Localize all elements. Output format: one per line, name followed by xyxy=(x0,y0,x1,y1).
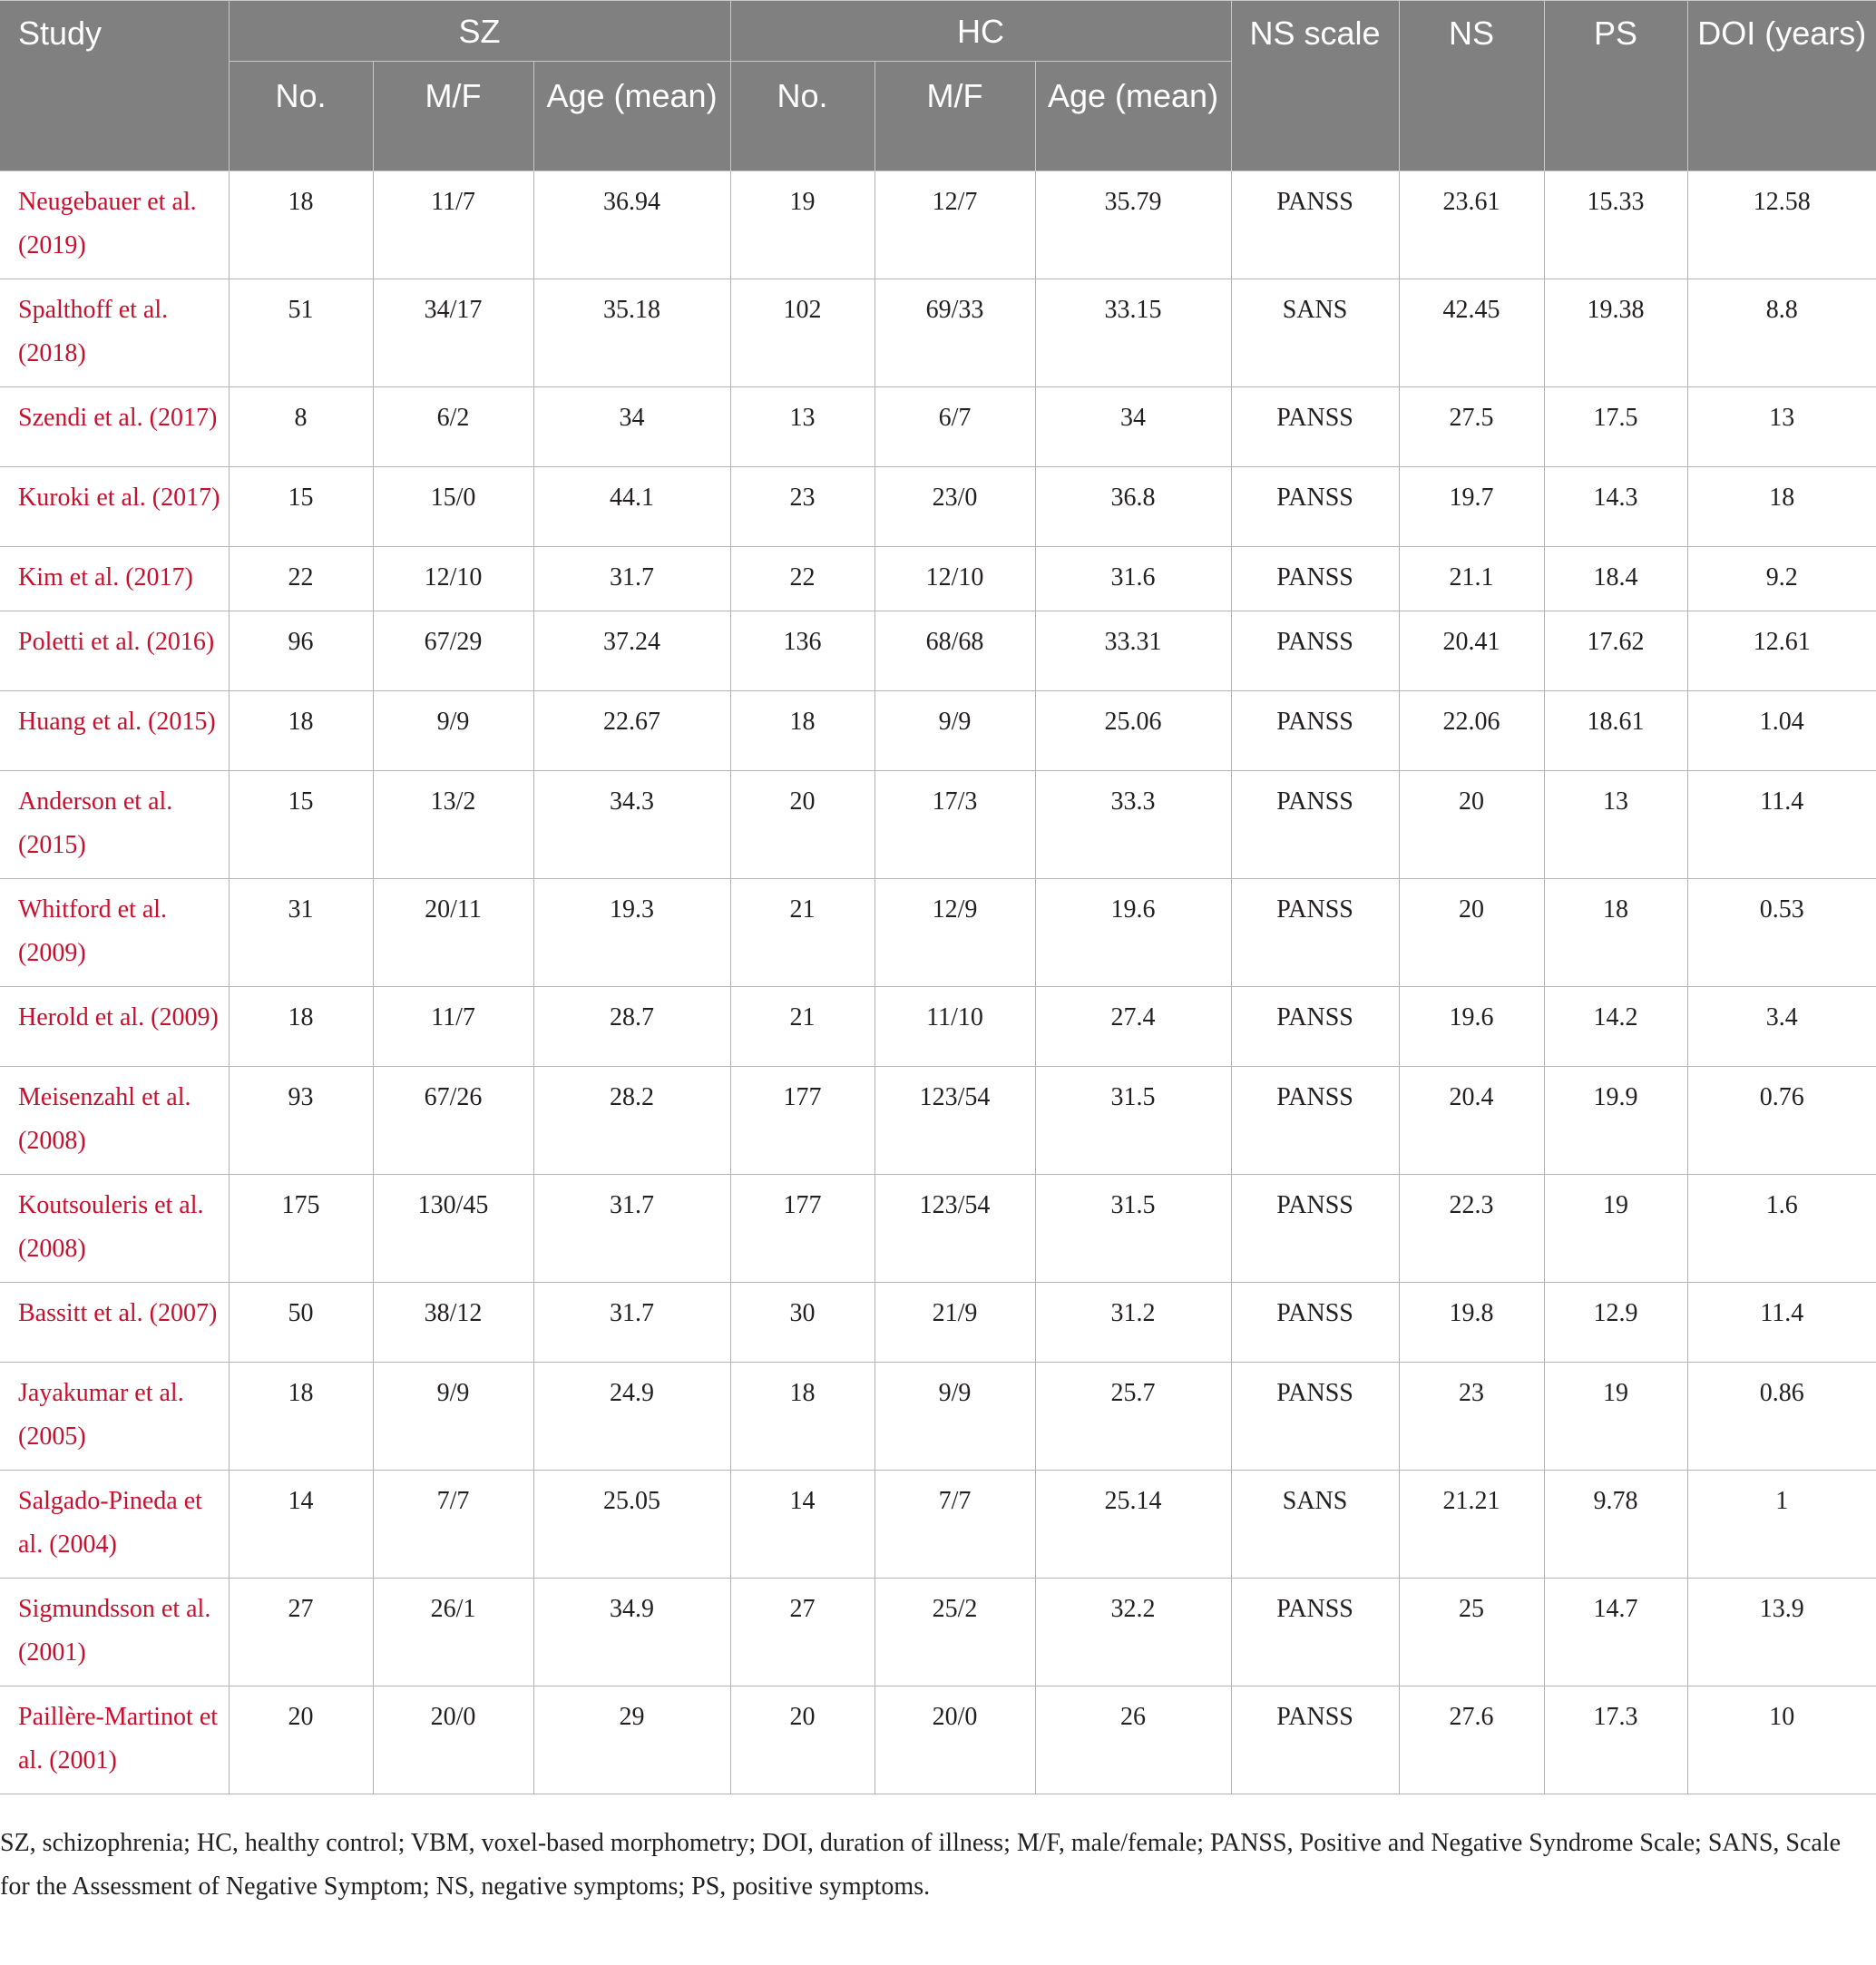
ps-cell: 12.9 xyxy=(1544,1283,1687,1363)
ps-cell: 15.33 xyxy=(1544,171,1687,279)
hc-mf-cell: 23/0 xyxy=(874,467,1035,547)
hc-mf-cell: 9/9 xyxy=(874,1363,1035,1471)
sz-mf-cell: 34/17 xyxy=(373,279,533,387)
doi-cell: 0.76 xyxy=(1687,1067,1876,1175)
table-row xyxy=(0,771,1876,879)
table-row xyxy=(0,467,1876,547)
hc-mf-cell: 11/10 xyxy=(874,987,1035,1067)
sz-no-cell: 93 xyxy=(229,1067,373,1175)
hc-no-cell: 21 xyxy=(730,879,874,987)
ns-scale-cell: PANSS xyxy=(1231,387,1399,467)
ns-cell: 23 xyxy=(1399,1363,1544,1471)
ns-cell: 20 xyxy=(1399,771,1544,879)
ns-cell: 22.06 xyxy=(1399,691,1544,771)
hc-no-cell: 23 xyxy=(730,467,874,547)
sz-group-header: SZ xyxy=(229,1,730,62)
hc-age-header: Age (mean) xyxy=(1035,62,1231,171)
ns-cell: 27.5 xyxy=(1399,387,1544,467)
hc-age-cell: 33.31 xyxy=(1035,611,1231,691)
sz-no-cell: 15 xyxy=(229,771,373,879)
hc-age-cell: 31.5 xyxy=(1035,1175,1231,1283)
hc-mf-cell: 9/9 xyxy=(874,691,1035,771)
study-name: Bassitt et al. (2007) xyxy=(0,1283,229,1363)
ns-cell: 42.45 xyxy=(1399,279,1544,387)
ns-cell: 20.41 xyxy=(1399,611,1544,691)
ps-cell: 14.3 xyxy=(1544,467,1687,547)
sz-mf-header: M/F xyxy=(373,62,533,171)
sz-mf-cell: 20/0 xyxy=(373,1686,533,1794)
ps-cell: 18.61 xyxy=(1544,691,1687,771)
hc-mf-cell: 21/9 xyxy=(874,1283,1035,1363)
hc-mf-cell: 68/68 xyxy=(874,611,1035,691)
hc-mf-cell: 123/54 xyxy=(874,1175,1035,1283)
hc-mf-cell: 12/7 xyxy=(874,171,1035,279)
sz-mf-cell: 11/7 xyxy=(373,171,533,279)
ns-cell: 19.7 xyxy=(1399,467,1544,547)
sz-mf-cell: 11/7 xyxy=(373,987,533,1067)
sz-mf-cell: 20/11 xyxy=(373,879,533,987)
doi-cell: 0.86 xyxy=(1687,1363,1876,1471)
hc-no-cell: 177 xyxy=(730,1175,874,1283)
study-name: Szendi et al. (2017) xyxy=(0,387,229,467)
sz-age-cell: 34.3 xyxy=(533,771,730,879)
hc-no-cell: 18 xyxy=(730,1363,874,1471)
sz-age-cell: 44.1 xyxy=(533,467,730,547)
table-row xyxy=(0,1363,1876,1471)
doi-cell: 3.4 xyxy=(1687,987,1876,1067)
sz-mf-cell: 67/26 xyxy=(373,1067,533,1175)
ns-scale-cell: PANSS xyxy=(1231,467,1399,547)
doi-cell: 1 xyxy=(1687,1471,1876,1579)
hc-no-cell: 20 xyxy=(730,1686,874,1794)
doi-cell: 12.58 xyxy=(1687,171,1876,279)
table-row xyxy=(0,1686,1876,1794)
hc-group-header: HC xyxy=(730,1,1231,62)
hc-no-cell: 22 xyxy=(730,547,874,611)
ps-cell: 19 xyxy=(1544,1175,1687,1283)
ps-cell: 17.3 xyxy=(1544,1686,1687,1794)
ns-scale-cell: PANSS xyxy=(1231,879,1399,987)
sz-no-cell: 51 xyxy=(229,279,373,387)
study-name: Huang et al. (2015) xyxy=(0,691,229,771)
hc-mf-cell: 12/9 xyxy=(874,879,1035,987)
hc-age-cell: 26 xyxy=(1035,1686,1231,1794)
doi-cell: 10 xyxy=(1687,1686,1876,1794)
ns-scale-cell: PANSS xyxy=(1231,691,1399,771)
sz-no-cell: 20 xyxy=(229,1686,373,1794)
hc-age-cell: 34 xyxy=(1035,387,1231,467)
study-name: Salgado-Pineda et al. (2004) xyxy=(0,1471,229,1579)
sz-mf-cell: 7/7 xyxy=(373,1471,533,1579)
table-row xyxy=(0,1471,1876,1579)
doi-column-header: DOI (years) xyxy=(1687,1,1876,171)
sz-age-cell: 28.2 xyxy=(533,1067,730,1175)
table-row xyxy=(0,879,1876,987)
ps-cell: 19.38 xyxy=(1544,279,1687,387)
sz-no-cell: 18 xyxy=(229,171,373,279)
doi-cell: 18 xyxy=(1687,467,1876,547)
hc-mf-cell: 123/54 xyxy=(874,1067,1035,1175)
table-row xyxy=(0,171,1876,279)
table-row xyxy=(0,387,1876,467)
study-name: Whitford et al. (2009) xyxy=(0,879,229,987)
ns-cell: 22.3 xyxy=(1399,1175,1544,1283)
hc-no-cell: 13 xyxy=(730,387,874,467)
hc-no-cell: 102 xyxy=(730,279,874,387)
table-header xyxy=(0,1,1876,171)
study-name: Koutsouleris et al. (2008) xyxy=(0,1175,229,1283)
table-row xyxy=(0,987,1876,1067)
doi-cell: 11.4 xyxy=(1687,1283,1876,1363)
doi-cell: 1.04 xyxy=(1687,691,1876,771)
hc-no-cell: 19 xyxy=(730,171,874,279)
hc-no-cell: 177 xyxy=(730,1067,874,1175)
sz-no-cell: 18 xyxy=(229,987,373,1067)
ps-cell: 14.2 xyxy=(1544,987,1687,1067)
ns-scale-cell: PANSS xyxy=(1231,1363,1399,1471)
sz-mf-cell: 67/29 xyxy=(373,611,533,691)
ps-column-header: PS xyxy=(1544,1,1687,171)
ns-cell: 21.1 xyxy=(1399,547,1544,611)
sz-age-cell: 22.67 xyxy=(533,691,730,771)
study-name: Sigmundsson et al. (2001) xyxy=(0,1579,229,1686)
sz-mf-cell: 6/2 xyxy=(373,387,533,467)
hc-mf-cell: 6/7 xyxy=(874,387,1035,467)
hc-age-cell: 36.8 xyxy=(1035,467,1231,547)
table-row xyxy=(0,1175,1876,1283)
ps-cell: 14.7 xyxy=(1544,1579,1687,1686)
sz-age-cell: 34 xyxy=(533,387,730,467)
sz-age-cell: 36.94 xyxy=(533,171,730,279)
doi-cell: 1.6 xyxy=(1687,1175,1876,1283)
doi-cell: 13 xyxy=(1687,387,1876,467)
sz-no-cell: 14 xyxy=(229,1471,373,1579)
sz-age-cell: 31.7 xyxy=(533,1175,730,1283)
study-name: Poletti et al. (2016) xyxy=(0,611,229,691)
study-name: Spalthoff et al. (2018) xyxy=(0,279,229,387)
sz-age-cell: 34.9 xyxy=(533,1579,730,1686)
sz-no-cell: 27 xyxy=(229,1579,373,1686)
table-row xyxy=(0,547,1876,611)
doi-cell: 9.2 xyxy=(1687,547,1876,611)
hc-mf-cell: 17/3 xyxy=(874,771,1035,879)
sz-age-cell: 24.9 xyxy=(533,1363,730,1471)
ns-scale-cell: PANSS xyxy=(1231,1686,1399,1794)
hc-no-cell: 20 xyxy=(730,771,874,879)
sz-no-cell: 22 xyxy=(229,547,373,611)
ns-column-header: NS xyxy=(1399,1,1544,171)
ns-scale-cell: PANSS xyxy=(1231,987,1399,1067)
ns-cell: 25 xyxy=(1399,1579,1544,1686)
study-name: Kuroki et al. (2017) xyxy=(0,467,229,547)
sz-no-cell: 15 xyxy=(229,467,373,547)
study-name: Anderson et al. (2015) xyxy=(0,771,229,879)
doi-cell: 12.61 xyxy=(1687,611,1876,691)
doi-cell: 8.8 xyxy=(1687,279,1876,387)
ps-cell: 17.5 xyxy=(1544,387,1687,467)
sz-age-cell: 29 xyxy=(533,1686,730,1794)
ns-cell: 19.6 xyxy=(1399,987,1544,1067)
sz-no-cell: 8 xyxy=(229,387,373,467)
hc-age-cell: 33.3 xyxy=(1035,771,1231,879)
ns-cell: 20 xyxy=(1399,879,1544,987)
sz-no-cell: 31 xyxy=(229,879,373,987)
table-row xyxy=(0,279,1876,387)
ns-scale-cell: PANSS xyxy=(1231,547,1399,611)
table-row xyxy=(0,691,1876,771)
hc-mf-header: M/F xyxy=(874,62,1035,171)
ns-scale-cell: PANSS xyxy=(1231,1067,1399,1175)
ps-cell: 18 xyxy=(1544,879,1687,987)
ns-scale-cell: PANSS xyxy=(1231,1283,1399,1363)
hc-mf-cell: 7/7 xyxy=(874,1471,1035,1579)
ps-cell: 18.4 xyxy=(1544,547,1687,611)
study-name: Kim et al. (2017) xyxy=(0,547,229,611)
sz-mf-cell: 13/2 xyxy=(373,771,533,879)
ns-scale-cell: PANSS xyxy=(1231,1175,1399,1283)
study-name: Herold et al. (2009) xyxy=(0,987,229,1067)
sz-age-cell: 19.3 xyxy=(533,879,730,987)
table-row xyxy=(0,611,1876,691)
table-body xyxy=(0,171,1876,1794)
ns-scale-cell: PANSS xyxy=(1231,771,1399,879)
sz-age-header: Age (mean) xyxy=(533,62,730,171)
sz-mf-cell: 38/12 xyxy=(373,1283,533,1363)
sz-mf-cell: 9/9 xyxy=(373,1363,533,1471)
hc-age-cell: 31.5 xyxy=(1035,1067,1231,1175)
doi-cell: 11.4 xyxy=(1687,771,1876,879)
ps-cell: 17.62 xyxy=(1544,611,1687,691)
hc-mf-cell: 25/2 xyxy=(874,1579,1035,1686)
sz-age-cell: 31.7 xyxy=(533,547,730,611)
study-name: Jayakumar et al. (2005) xyxy=(0,1363,229,1471)
sz-no-cell: 18 xyxy=(229,691,373,771)
hc-age-cell: 35.79 xyxy=(1035,171,1231,279)
hc-mf-cell: 20/0 xyxy=(874,1686,1035,1794)
sz-age-cell: 25.05 xyxy=(533,1471,730,1579)
hc-no-cell: 30 xyxy=(730,1283,874,1363)
ns-cell: 20.4 xyxy=(1399,1067,1544,1175)
sz-no-cell: 50 xyxy=(229,1283,373,1363)
ns-scale-cell: PANSS xyxy=(1231,171,1399,279)
hc-no-cell: 27 xyxy=(730,1579,874,1686)
doi-cell: 13.9 xyxy=(1687,1579,1876,1686)
study-name: Neugebauer et al. (2019) xyxy=(0,171,229,279)
doi-cell: 0.53 xyxy=(1687,879,1876,987)
hc-no-cell: 21 xyxy=(730,987,874,1067)
sz-mf-cell: 15/0 xyxy=(373,467,533,547)
ps-cell: 13 xyxy=(1544,771,1687,879)
ns-scale-cell: SANS xyxy=(1231,279,1399,387)
ns-cell: 21.21 xyxy=(1399,1471,1544,1579)
hc-age-cell: 25.14 xyxy=(1035,1471,1231,1579)
table-row xyxy=(0,1283,1876,1363)
sz-no-cell: 18 xyxy=(229,1363,373,1471)
ns-cell: 27.6 xyxy=(1399,1686,1544,1794)
sz-mf-cell: 26/1 xyxy=(373,1579,533,1686)
sz-no-cell: 175 xyxy=(229,1175,373,1283)
ps-cell: 9.78 xyxy=(1544,1471,1687,1579)
hc-no-cell: 14 xyxy=(730,1471,874,1579)
study-name: Paillère-Martinot et al. (2001) xyxy=(0,1686,229,1794)
hc-mf-cell: 12/10 xyxy=(874,547,1035,611)
header-row-1 xyxy=(0,1,1876,62)
study-name: Meisenzahl et al. (2008) xyxy=(0,1067,229,1175)
table-row xyxy=(0,1579,1876,1686)
sz-mf-cell: 9/9 xyxy=(373,691,533,771)
sz-mf-cell: 12/10 xyxy=(373,547,533,611)
hc-no-cell: 18 xyxy=(730,691,874,771)
sz-no-header: No. xyxy=(229,62,373,171)
sz-no-cell: 96 xyxy=(229,611,373,691)
hc-no-header: No. xyxy=(730,62,874,171)
hc-mf-cell: 69/33 xyxy=(874,279,1035,387)
hc-age-cell: 31.2 xyxy=(1035,1283,1231,1363)
ps-cell: 19.9 xyxy=(1544,1067,1687,1175)
sz-age-cell: 37.24 xyxy=(533,611,730,691)
study-column-header: Study xyxy=(0,1,229,171)
ns-scale-column-header: NS scale xyxy=(1231,1,1399,171)
sz-age-cell: 31.7 xyxy=(533,1283,730,1363)
table-footnote: SZ, schizophrenia; HC, healthy control; VBM, voxel-based morphometry; DOI, duration of illness; M/F, male/female; PANSS, Positive and Negative Syndrome Scale; SANS, Scale for the Assessment of Negative Symptom; NS, negative symptoms; PS, positive symptoms. xyxy=(0,1829,1842,1901)
ns-cell: 23.61 xyxy=(1399,171,1544,279)
ns-scale-cell: PANSS xyxy=(1231,1579,1399,1686)
ps-cell: 19 xyxy=(1544,1363,1687,1471)
hc-age-cell: 32.2 xyxy=(1035,1579,1231,1686)
table-row xyxy=(0,1067,1876,1175)
hc-age-cell: 33.15 xyxy=(1035,279,1231,387)
ns-cell: 19.8 xyxy=(1399,1283,1544,1363)
sz-age-cell: 28.7 xyxy=(533,987,730,1067)
ns-scale-cell: SANS xyxy=(1231,1471,1399,1579)
hc-age-cell: 31.6 xyxy=(1035,547,1231,611)
hc-age-cell: 25.7 xyxy=(1035,1363,1231,1471)
hc-age-cell: 25.06 xyxy=(1035,691,1231,771)
hc-age-cell: 19.6 xyxy=(1035,879,1231,987)
sz-age-cell: 35.18 xyxy=(533,279,730,387)
hc-age-cell: 27.4 xyxy=(1035,987,1231,1067)
hc-no-cell: 136 xyxy=(730,611,874,691)
sz-mf-cell: 130/45 xyxy=(373,1175,533,1283)
ns-scale-cell: PANSS xyxy=(1231,611,1399,691)
